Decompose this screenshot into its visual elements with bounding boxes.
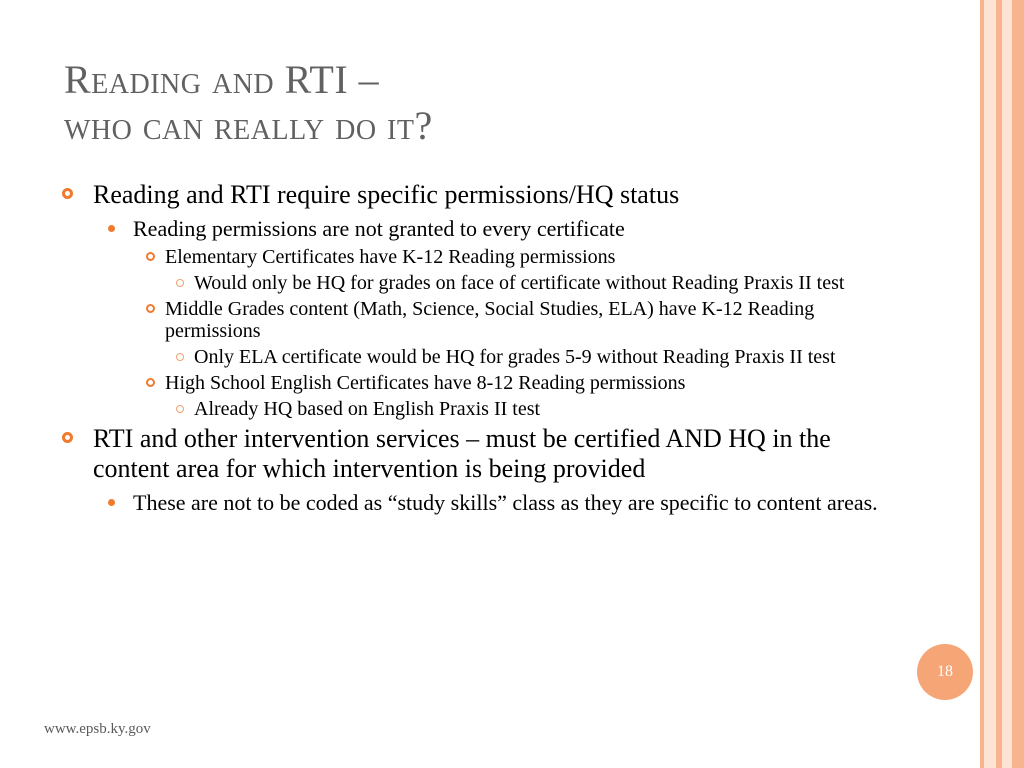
- slide-title-line2: who can really do it?: [64, 103, 433, 148]
- small-ring-bullet-icon: [176, 405, 184, 413]
- bullet-item-level2: [62, 490, 882, 516]
- slide-title: [64, 57, 433, 149]
- small-ring-bullet-icon: [176, 279, 184, 287]
- bullet-item-level3: [62, 298, 882, 342]
- bullet-text: Would only be HQ for grades on face of certificate without Reading Praxis II test: [194, 272, 845, 294]
- bullet-text: Reading and RTI require specific permissions/HQ status: [93, 180, 680, 209]
- bullet-text: Already HQ based on English Praxis II test: [194, 398, 541, 420]
- page-number-badge: 18: [917, 644, 973, 700]
- bullet-text: Only ELA certificate would be HQ for grades 5-9 without Reading Praxis II test: [194, 346, 836, 368]
- stripe: [1012, 0, 1024, 768]
- dot-bullet-icon: [108, 225, 115, 232]
- ring-bullet-icon: [146, 252, 155, 261]
- ring-bullet-icon: [146, 378, 155, 387]
- bullet-item-level3: [62, 246, 882, 268]
- bullet-list: [62, 180, 882, 520]
- dot-bullet-icon: [108, 499, 115, 506]
- bullet-text: These are not to be coded as “study skills” class as they are specific to content areas.: [133, 490, 878, 515]
- bullet-text: RTI and other intervention services – must be certified AND HQ in the content area for which intervention is being provided: [93, 424, 831, 483]
- bullet-item-level4: [62, 346, 882, 368]
- bullet-text: High School English Certificates have 8-12 Reading permissions: [165, 372, 686, 394]
- bullet-item-level1: [62, 180, 882, 210]
- bullet-item-level2: [62, 216, 882, 242]
- ring-bullet-icon: [62, 432, 73, 443]
- stripe: [984, 0, 996, 768]
- bullet-text: Middle Grades content (Math, Science, Social Studies, ELA) have K-12 Reading permissions: [165, 298, 815, 342]
- ring-bullet-icon: [62, 188, 73, 199]
- bullet-item-level4: [62, 398, 882, 420]
- small-ring-bullet-icon: [176, 353, 184, 361]
- ring-bullet-icon: [146, 304, 155, 313]
- footer-url: www.epsb.ky.gov: [44, 721, 151, 737]
- decorative-stripes: [980, 0, 1024, 768]
- bullet-item-level1: [62, 424, 882, 484]
- slide-title-line1: Reading and RTI –: [64, 57, 380, 102]
- bullet-text: Reading permissions are not granted to every certificate: [133, 216, 625, 241]
- bullet-item-level3: [62, 372, 882, 394]
- bullet-text: Elementary Certificates have K-12 Reading permissions: [165, 246, 616, 268]
- bullet-item-level4: [62, 272, 882, 294]
- stripe: [1002, 0, 1012, 768]
